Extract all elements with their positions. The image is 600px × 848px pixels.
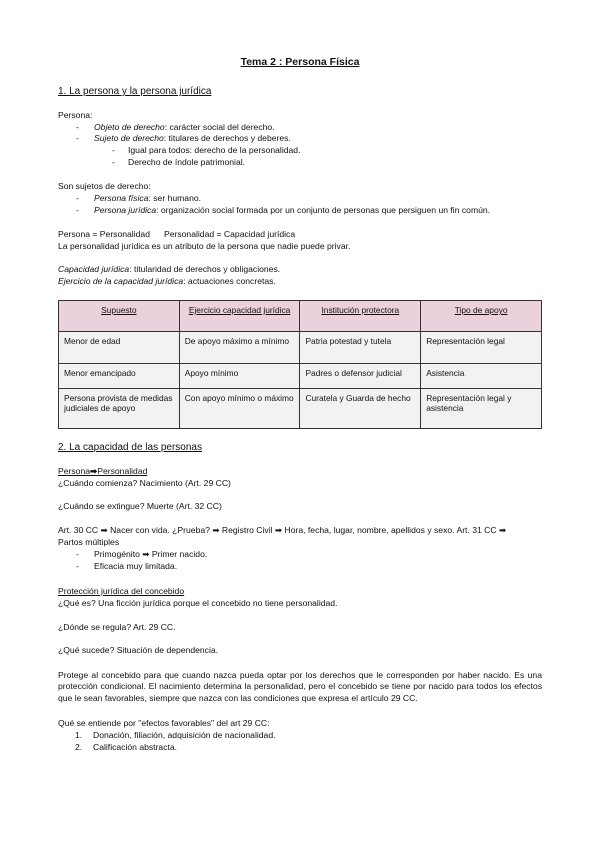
definition-line: Ejercicio de la capacidad jurídica: actuaciones concretas.	[58, 276, 276, 286]
table-row	[59, 389, 542, 429]
proteccion-heading: Protección jurídica del concebido	[58, 586, 185, 596]
question-line: ¿Qué es? Una ficción jurídica porque el concebido no tiene personalidad.	[58, 598, 338, 608]
definition-line: Capacidad jurídica: titularidad de derechos y obligaciones.	[58, 264, 281, 274]
question-line: ¿Dónde se regula? Art. 29 CC.	[58, 622, 176, 632]
table-header-cell: Tipo de apoyo	[421, 301, 542, 332]
sujetos-label: Son sujetos de derecho:	[58, 181, 151, 191]
sub-list-item: - Igual para todos: derecho de la personalidad.	[112, 145, 301, 155]
table-row	[59, 332, 542, 364]
list-item: - Eficacia muy limitada.	[76, 561, 178, 571]
list-item: - Primogénito ➡ Primer nacido.	[76, 549, 208, 559]
table-cell: Menor de edad	[59, 332, 180, 364]
section-heading-capacidad: 2. La capacidad de las personas	[58, 442, 202, 453]
table-cell: Representación legal	[421, 332, 542, 364]
proteccion-paragraph: Protege al concebido para que cuando nazca pueda optar por los derechos que le corresponden por haber nacido. Es una protección condicional. El nacimiento determina la personalidad, pero el concebido se tiene por nacido para todos los efectos que le sean favorables, siempre que nazca con las condiciones que expresa el artículo 29 CC.	[58, 670, 542, 703]
table-cell: Padres o defensor judicial	[300, 364, 421, 389]
sub-list-item: - Derecho de índole patrimonial.	[112, 157, 246, 167]
question-line: ¿Qué sucede? Situación de dependencia.	[58, 645, 219, 655]
persona-personalidad-heading: Persona➡Personalidad	[58, 466, 148, 476]
list-item: - Objeto de derecho: carácter social del derecho.	[76, 122, 275, 132]
bullet-dash: -	[76, 549, 79, 559]
arrow-icon: ➡	[90, 466, 98, 476]
art30-line-cont: Partos múltiples	[58, 537, 120, 547]
bullet-dash: -	[76, 133, 79, 143]
equation-line: Persona = Personalidad Personalidad = Capacidad jurídica	[58, 229, 296, 239]
table-cell: Persona provista de medidas judiciales de apoyo	[59, 389, 180, 429]
table-header-cell: Ejercicio capacidad jurídica	[179, 301, 300, 332]
bullet-dash: -	[76, 122, 79, 132]
page-title: Tema 2 : Persona Física	[240, 56, 360, 68]
table-cell: Representación legal y asistencia	[421, 389, 542, 429]
bullet-dash: -	[112, 145, 115, 155]
table-cell: Patria potestad y tutela	[300, 332, 421, 364]
table-cell: Apoyo mínimo	[179, 364, 300, 389]
art30-line: Art. 30 CC ➡ Nacer con vida. ¿Prueba? ➡ Registro Civil ➡ Hora, fecha, lugar, nombre, apellidos y sexo. Art. 31 CC ➡	[58, 525, 507, 535]
persona-label: Persona:	[58, 110, 93, 120]
numbered-item: 2. Calificación abstracta.	[75, 742, 178, 752]
capacity-table	[58, 300, 542, 429]
question-line: ¿Cuándo se extingue? Muerte (Art. 32 CC)	[58, 501, 222, 511]
capacity-table-wrapper	[58, 300, 542, 429]
list-item: - Persona jurídica: organización social formada por un conjunto de personas que persiguen un fin común.	[76, 205, 491, 215]
bullet-dash: -	[112, 157, 115, 167]
table-header-cell: Institución protectora	[300, 301, 421, 332]
bullet-dash: -	[76, 205, 79, 215]
equation-text: La personalidad jurídica es un atributo de la persona que nadie puede privar.	[58, 241, 351, 251]
table-cell: De apoyo máximo a mínimo	[179, 332, 300, 364]
bullet-dash: -	[76, 561, 79, 571]
table-cell: Menor emancipado	[59, 364, 180, 389]
section-heading-persona: 1. La persona y la persona jurídica	[58, 86, 212, 97]
efectos-question: Qué se entiende por "efectos favorables" del art 29 CC:	[58, 718, 270, 728]
numbered-item: 1. Donación, filiación, adquisición de nacionalidad.	[75, 730, 276, 740]
bullet-dash: -	[76, 193, 79, 203]
table-header-row	[59, 301, 542, 332]
question-line: ¿Cuándo comienza? Nacimiento (Art. 29 CC)	[58, 478, 231, 488]
list-item: - Persona física: ser humano.	[76, 193, 202, 203]
list-item: - Sujeto de derecho: titulares de derechos y deberes.	[76, 133, 291, 143]
table-cell: Curatela y Guarda de hecho	[300, 389, 421, 429]
table-header-cell: Supuesto	[59, 301, 180, 332]
table-cell: Asistencia	[421, 364, 542, 389]
table-cell: Con apoyo mínimo o máximo	[179, 389, 300, 429]
table-row	[59, 364, 542, 389]
